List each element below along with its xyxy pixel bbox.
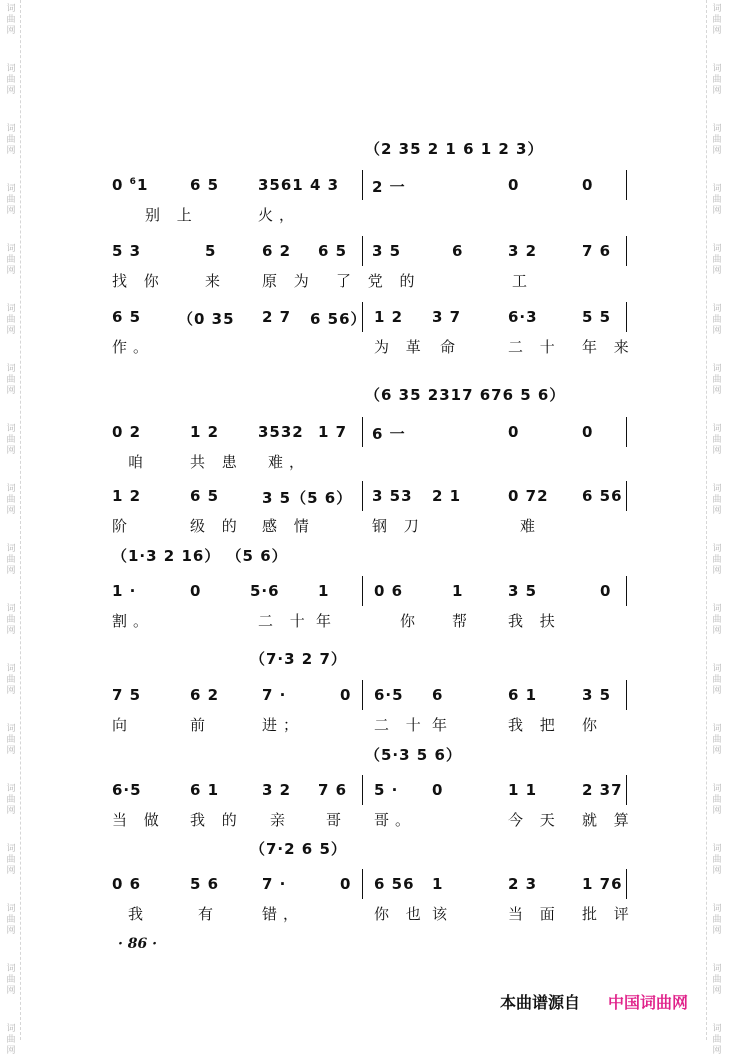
note-group: 2 3 <box>508 875 538 893</box>
note-group: 6 5 <box>112 308 142 326</box>
note-group: 0 72 <box>508 487 549 505</box>
note-group: 5 · <box>374 781 399 799</box>
watermark-stamp: 词 曲 网 <box>6 604 16 636</box>
watermark-stamp: 词 曲 网 <box>712 544 722 576</box>
note-group: 3 5 <box>582 686 612 704</box>
watermark-stamp: 词 曲 网 <box>712 484 722 516</box>
watermark-stamp: 词 曲 网 <box>6 664 16 696</box>
note-group: 3 5 <box>508 582 538 600</box>
bar-line <box>362 417 363 447</box>
note-group: 3 5（5 6） <box>262 489 353 507</box>
lyric: 咱 <box>128 453 150 471</box>
lyric: 年 来 <box>582 338 635 356</box>
note-group: 3532 <box>258 423 304 441</box>
bar-line <box>626 170 627 200</box>
lyric: 年 <box>432 716 454 734</box>
left-guide-line <box>20 0 21 1040</box>
note-group: 1 <box>318 582 330 600</box>
right-guide-line <box>706 0 707 1040</box>
note-group: 3 5 <box>372 242 402 260</box>
note-group: 1 2 <box>374 308 404 326</box>
lyric: 二 十 <box>508 338 561 356</box>
note-group: 6 5 <box>318 242 348 260</box>
watermark-stamp: 词 曲 网 <box>712 964 722 996</box>
note-group: 6 5 <box>190 487 220 505</box>
note-group: 7 · <box>262 686 287 704</box>
lyric: 找 你 <box>112 272 165 290</box>
note-group: 3 7 <box>432 308 462 326</box>
watermark-stamp: 词 曲 网 <box>712 244 722 276</box>
note-group: 3561 4 3 <box>258 176 340 194</box>
watermark-stamp: 词 曲 网 <box>6 64 16 96</box>
note-group: 6·5 <box>374 686 404 704</box>
watermark-stamp: 词 曲 网 <box>712 364 722 396</box>
note-group: 6 <box>452 242 464 260</box>
lyric: 钢 刀 <box>372 517 425 535</box>
note-group: 0 <box>600 582 612 600</box>
bar-line <box>626 775 627 805</box>
lyric: 哥。 <box>374 811 417 829</box>
watermark-stamp: 词 曲 网 <box>6 424 16 456</box>
note-group: 0 6 <box>112 875 142 893</box>
lyric: 工 <box>512 272 534 290</box>
note-group: 5 3 <box>112 242 142 260</box>
footer-site-name[interactable]: 中国词曲网 <box>608 993 689 1012</box>
note-group: 0 <box>432 781 444 799</box>
note-group: 6 1 <box>508 686 538 704</box>
watermark-stamp: 词 曲 网 <box>6 244 16 276</box>
lyric: 为 革 <box>374 338 427 356</box>
note-group: 0 2 <box>112 423 142 441</box>
note-group: 1 <box>452 582 464 600</box>
note-group: 6 一 <box>372 425 406 443</box>
watermark-stamp: 词 曲 网 <box>712 724 722 756</box>
note-group: 5·6 <box>250 582 280 600</box>
lyric: 今 天 <box>508 811 561 829</box>
lyric: 共 患 <box>190 453 243 471</box>
watermark-stamp: 词 曲 网 <box>6 784 16 816</box>
lyric: 感 情 <box>262 517 315 535</box>
lyric: 我 把 <box>508 716 561 734</box>
lyric: 难 <box>520 517 542 535</box>
watermark-stamp: 词 曲 网 <box>712 904 722 936</box>
watermark-stamp: 词 曲 网 <box>6 844 16 876</box>
watermark-stamp: 词 曲 网 <box>712 1024 722 1056</box>
watermark-stamp: 词 曲 网 <box>712 124 722 156</box>
lyric: 二 十 <box>258 612 311 630</box>
note-group: 6 56 <box>374 875 415 893</box>
lyric: 二 十 <box>374 716 427 734</box>
watermark-stamp: 词 曲 网 <box>6 904 16 936</box>
watermark-stamp: 词 曲 网 <box>712 664 722 696</box>
note-group: 6 2 <box>190 686 220 704</box>
lyric: 命 <box>440 338 462 356</box>
bar-line <box>362 170 363 200</box>
note-group: 1 2 <box>190 423 220 441</box>
lyric: 割。 <box>112 612 155 630</box>
lyric: 帮 <box>452 612 474 630</box>
interlude: （7·2 6 5） <box>250 840 347 858</box>
lyric: 有 <box>198 905 220 923</box>
note-group: 1 7 <box>318 423 348 441</box>
note-group: 7 6 <box>318 781 348 799</box>
lyric: 作。 <box>112 338 155 356</box>
note-group: 5 6 <box>190 875 220 893</box>
watermark-stamp: 词 曲 网 <box>6 1024 16 1056</box>
lyric: 别 上 <box>145 206 198 224</box>
note-group: 2 37 <box>582 781 623 799</box>
watermark-stamp: 词 曲 网 <box>712 4 722 36</box>
watermark-stamp: 词 曲 网 <box>712 64 722 96</box>
note-group: 2 一 <box>372 178 406 196</box>
lyric: 我 的 <box>190 811 243 829</box>
watermark-stamp: 词 曲 网 <box>6 544 16 576</box>
lyric: 阶 <box>112 517 134 535</box>
lyric: 该 <box>432 905 454 923</box>
watermark-stamp: 词 曲 网 <box>6 484 16 516</box>
bar-line <box>626 417 627 447</box>
note-group: 7 5 <box>112 686 142 704</box>
note-group: 7 6 <box>582 242 612 260</box>
note-group: 0 <box>582 423 594 441</box>
note-group: 5 5 <box>582 308 612 326</box>
watermark-stamp: 词 曲 网 <box>6 4 16 36</box>
note-group: 3 2 <box>508 242 538 260</box>
watermark-stamp: 词 曲 网 <box>6 184 16 216</box>
watermark-stamp: 词 曲 网 <box>6 364 16 396</box>
footer-source-label: 本曲谱源自 <box>500 993 581 1012</box>
interlude: （2 35 2 1 6 1 2 3） <box>365 140 544 158</box>
note-group: 2 1 <box>432 487 462 505</box>
bar-line <box>626 680 627 710</box>
interlude: （1·3 2 16） （5 6） <box>112 547 288 565</box>
lyric: 进； <box>262 716 305 734</box>
watermark-stamp: 词 曲 网 <box>712 304 722 336</box>
lyric: 批 评 <box>582 905 635 923</box>
bar-line <box>626 236 627 266</box>
lyric: 你 也 <box>374 905 427 923</box>
lyric: 我 <box>128 905 150 923</box>
bar-line <box>362 576 363 606</box>
right-watermark-column <box>708 0 726 1056</box>
note-group: 2 7 <box>262 308 292 326</box>
lyric: 当 做 <box>112 811 165 829</box>
left-watermark-column <box>2 0 20 1056</box>
bar-line <box>362 481 363 511</box>
watermark-stamp: 词 曲 网 <box>6 964 16 996</box>
watermark-stamp: 词 曲 网 <box>6 304 16 336</box>
lyric: 级 的 <box>190 517 243 535</box>
watermark-stamp: 词 曲 网 <box>712 184 722 216</box>
watermark-stamp: 词 曲 网 <box>712 784 722 816</box>
note-group: 1 2 <box>112 487 142 505</box>
note-group: 5 <box>205 242 217 260</box>
note-group: 0 <box>340 686 352 704</box>
lyric: 向 <box>112 716 134 734</box>
note-group: 6 1 <box>190 781 220 799</box>
lyric: 就 算 <box>582 811 635 829</box>
page-number: · 86 · <box>118 936 157 952</box>
note-group: 0 6 <box>374 582 404 600</box>
note-group: 6 56 <box>582 487 623 505</box>
bar-line <box>362 236 363 266</box>
lyric: 来 <box>205 272 227 290</box>
note-group: 6 <box>432 686 444 704</box>
watermark-stamp: 词 曲 网 <box>6 724 16 756</box>
lyric: 难， <box>268 453 311 471</box>
interlude: （7·3 2 7） <box>250 650 347 668</box>
note-group: 0 <box>508 176 520 194</box>
note-group: 6 5 <box>190 176 220 194</box>
note-group: 7 · <box>262 875 287 893</box>
bar-line <box>362 680 363 710</box>
note-group: 3 53 <box>372 487 413 505</box>
bar-line <box>626 302 627 332</box>
note-group: 6 56） <box>310 310 367 328</box>
note-group: 6·3 <box>508 308 538 326</box>
note-group: 1 · <box>112 582 137 600</box>
note-group: 0 <box>508 423 520 441</box>
watermark-stamp: 词 曲 网 <box>6 124 16 156</box>
watermark-stamp: 词 曲 网 <box>712 844 722 876</box>
lyric: 我 扶 <box>508 612 561 630</box>
watermark-stamp: 词 曲 网 <box>712 604 722 636</box>
note-group: 1 <box>432 875 444 893</box>
lyric: 你 <box>582 716 604 734</box>
bar-line <box>362 302 363 332</box>
bar-line <box>626 869 627 899</box>
lyric: 哥 <box>326 811 348 829</box>
note-group: 0 $^6$1 <box>112 176 149 194</box>
note-group: 0 <box>340 875 352 893</box>
lyric: 原 为 <box>262 272 315 290</box>
lyric: 年 <box>316 612 338 630</box>
lyric: 前 <box>190 716 212 734</box>
note-group: 0 <box>190 582 202 600</box>
lyric: 火， <box>258 206 301 224</box>
note-group: 0 <box>582 176 594 194</box>
lyric: 错， <box>262 905 305 923</box>
note-group: 3 2 <box>262 781 292 799</box>
lyric: 你 <box>400 612 422 630</box>
bar-line <box>626 481 627 511</box>
interlude: （5·3 5 6） <box>365 746 462 764</box>
bar-line <box>362 869 363 899</box>
lyric: 当 面 <box>508 905 561 923</box>
note-group: 6·5 <box>112 781 142 799</box>
lyric: 了 党 的 <box>336 272 421 290</box>
bar-line <box>626 576 627 606</box>
note-group: 6 2 <box>262 242 292 260</box>
note-group: 1 76 <box>582 875 623 893</box>
note-group: （0 35 <box>178 310 235 328</box>
lyric: 亲 <box>270 811 292 829</box>
interlude: （6 35 2317 676 5 6） <box>365 386 566 404</box>
bar-line <box>362 775 363 805</box>
watermark-stamp: 词 曲 网 <box>712 424 722 456</box>
note-group: 1 1 <box>508 781 538 799</box>
